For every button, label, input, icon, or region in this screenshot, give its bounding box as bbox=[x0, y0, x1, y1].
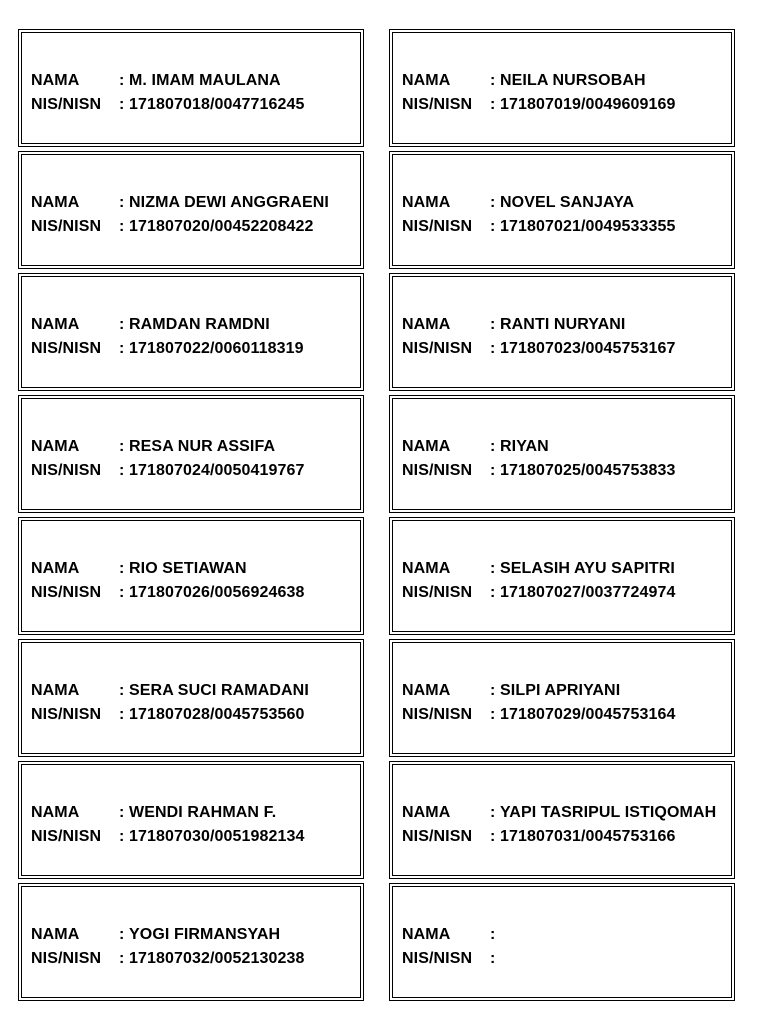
colon-separator: : bbox=[490, 682, 496, 699]
colon-separator: : bbox=[119, 316, 125, 333]
colon-separator: : bbox=[119, 194, 125, 211]
name-label-card bbox=[18, 639, 364, 757]
student-name-label: NAMA bbox=[402, 926, 451, 943]
student-name-value: YAPI TASRIPUL ISTIQOMAH bbox=[500, 804, 717, 821]
colon-separator: : bbox=[119, 72, 125, 89]
student-id-row bbox=[402, 828, 676, 846]
name-label-card bbox=[18, 761, 364, 879]
colon-separator: : bbox=[490, 926, 496, 943]
student-name-row bbox=[402, 560, 675, 578]
student-name-label: NAMA bbox=[402, 804, 451, 821]
student-name-row bbox=[402, 438, 549, 456]
student-name-label: NAMA bbox=[31, 926, 80, 943]
name-label-card bbox=[18, 517, 364, 635]
student-name-row bbox=[31, 560, 247, 578]
student-name-label: NAMA bbox=[402, 438, 451, 455]
name-label-card bbox=[18, 395, 364, 513]
student-name-label: NAMA bbox=[402, 682, 451, 699]
name-label-card bbox=[18, 29, 364, 147]
student-name-label: NAMA bbox=[402, 72, 451, 89]
name-label-card bbox=[18, 273, 364, 391]
student-id-label: NIS/NISN bbox=[31, 96, 102, 113]
student-name-value: RESA NUR ASSIFA bbox=[129, 438, 276, 455]
colon-separator: : bbox=[490, 804, 496, 821]
colon-separator: : bbox=[119, 682, 125, 699]
student-name-label: NAMA bbox=[402, 194, 451, 211]
colon-separator: : bbox=[490, 218, 496, 235]
student-id-value: 171807024/0050419767 bbox=[129, 462, 305, 479]
student-id-row bbox=[31, 462, 305, 480]
student-name-row bbox=[402, 804, 716, 822]
colon-separator: : bbox=[490, 584, 496, 601]
student-id-row bbox=[31, 950, 305, 968]
student-id-row bbox=[402, 218, 676, 236]
colon-separator: : bbox=[490, 72, 496, 89]
student-name-label: NAMA bbox=[31, 438, 80, 455]
colon-separator: : bbox=[119, 584, 125, 601]
student-name-value: RIO SETIAWAN bbox=[129, 560, 247, 577]
student-name-row bbox=[31, 194, 329, 212]
student-name-label: NAMA bbox=[31, 560, 80, 577]
colon-separator: : bbox=[490, 560, 496, 577]
student-name-row bbox=[31, 438, 275, 456]
student-id-label: NIS/NISN bbox=[402, 950, 473, 967]
colon-separator: : bbox=[490, 438, 496, 455]
student-id-value: 171807031/0045753166 bbox=[500, 828, 676, 845]
student-name-row bbox=[402, 316, 625, 334]
student-name-row bbox=[31, 316, 270, 334]
student-name-row bbox=[402, 926, 500, 944]
name-label-card bbox=[389, 29, 735, 147]
student-name-label: NAMA bbox=[31, 804, 80, 821]
student-name-label: NAMA bbox=[31, 194, 80, 211]
colon-separator: : bbox=[119, 438, 125, 455]
student-id-value: 171807025/0045753833 bbox=[500, 462, 676, 479]
colon-separator: : bbox=[119, 950, 125, 967]
student-id-row bbox=[31, 96, 305, 114]
student-id-row bbox=[402, 462, 676, 480]
name-label-card bbox=[389, 273, 735, 391]
student-name-value: SILPI APRIYANI bbox=[500, 682, 621, 699]
student-name-value: YOGI FIRMANSYAH bbox=[129, 926, 281, 943]
student-id-label: NIS/NISN bbox=[31, 462, 102, 479]
colon-separator: : bbox=[490, 462, 496, 479]
colon-separator: : bbox=[119, 706, 125, 723]
colon-separator: : bbox=[490, 340, 496, 357]
student-name-label: NAMA bbox=[31, 72, 80, 89]
colon-separator: : bbox=[490, 194, 496, 211]
name-label-card bbox=[389, 517, 735, 635]
student-id-row bbox=[31, 584, 305, 602]
colon-separator: : bbox=[119, 560, 125, 577]
student-id-label: NIS/NISN bbox=[402, 340, 473, 357]
colon-separator: : bbox=[490, 828, 496, 845]
student-name-value: SELASIH AYU SAPITRI bbox=[500, 560, 675, 577]
name-label-card bbox=[18, 883, 364, 1001]
student-id-value: 171807032/0052130238 bbox=[129, 950, 305, 967]
name-label-card bbox=[389, 639, 735, 757]
student-id-label: NIS/NISN bbox=[31, 218, 102, 235]
colon-separator: : bbox=[119, 340, 125, 357]
student-name-row bbox=[31, 804, 276, 822]
student-id-label: NIS/NISN bbox=[402, 218, 473, 235]
student-name-value: NEILA NURSOBAH bbox=[500, 72, 646, 89]
student-id-row bbox=[402, 584, 676, 602]
student-id-value: 171807030/0051982134 bbox=[129, 828, 305, 845]
colon-separator: : bbox=[490, 706, 496, 723]
student-id-row bbox=[402, 706, 676, 724]
colon-separator: : bbox=[119, 462, 125, 479]
colon-separator: : bbox=[119, 218, 125, 235]
student-name-value: RAMDAN RAMDNI bbox=[129, 316, 270, 333]
student-id-value: 171807023/0045753167 bbox=[500, 340, 676, 357]
colon-separator: : bbox=[119, 828, 125, 845]
colon-separator: : bbox=[490, 316, 496, 333]
student-id-value: 171807022/0060118319 bbox=[129, 340, 304, 357]
student-id-value: 171807026/0056924638 bbox=[129, 584, 305, 601]
student-id-value: 171807020/00452208422 bbox=[129, 218, 314, 235]
name-label-card bbox=[389, 151, 735, 269]
student-id-value: 171807027/0037724974 bbox=[500, 584, 676, 601]
student-id-value: 171807019/0049609169 bbox=[500, 96, 676, 113]
student-name-value: RIYAN bbox=[500, 438, 549, 455]
name-label-card bbox=[389, 761, 735, 879]
student-name-label: NAMA bbox=[402, 316, 451, 333]
colon-separator: : bbox=[119, 926, 125, 943]
name-label-card bbox=[389, 395, 735, 513]
student-name-value: NIZMA DEWI ANGGRAENI bbox=[129, 194, 329, 211]
student-id-row bbox=[31, 340, 304, 358]
colon-separator: : bbox=[119, 96, 125, 113]
student-id-row bbox=[402, 950, 500, 968]
student-id-label: NIS/NISN bbox=[402, 584, 473, 601]
student-id-label: NIS/NISN bbox=[31, 828, 102, 845]
student-id-row bbox=[31, 828, 305, 846]
student-id-value: 171807029/0045753164 bbox=[500, 706, 676, 723]
colon-separator: : bbox=[119, 804, 125, 821]
student-id-row bbox=[31, 706, 305, 724]
student-name-label: NAMA bbox=[31, 316, 80, 333]
colon-separator: : bbox=[490, 950, 496, 967]
student-id-label: NIS/NISN bbox=[402, 706, 473, 723]
student-id-label: NIS/NISN bbox=[402, 828, 473, 845]
student-id-label: NIS/NISN bbox=[31, 706, 102, 723]
student-name-value: SERA SUCI RAMADANI bbox=[129, 682, 309, 699]
name-label-card bbox=[389, 883, 735, 1001]
student-name-value: RANTI NURYANI bbox=[500, 316, 626, 333]
student-id-row bbox=[31, 218, 314, 236]
name-label-card bbox=[18, 151, 364, 269]
student-name-value: M. IMAM MAULANA bbox=[129, 72, 281, 89]
student-id-value: 171807021/0049533355 bbox=[500, 218, 676, 235]
student-name-row bbox=[402, 682, 620, 700]
colon-separator: : bbox=[490, 96, 496, 113]
student-id-value: 171807028/0045753560 bbox=[129, 706, 305, 723]
student-name-row bbox=[31, 72, 281, 90]
student-name-value: NOVEL SANJAYA bbox=[500, 194, 635, 211]
student-name-label: NAMA bbox=[402, 560, 451, 577]
student-id-label: NIS/NISN bbox=[31, 950, 102, 967]
student-id-label: NIS/NISN bbox=[402, 462, 473, 479]
student-name-row bbox=[31, 926, 280, 944]
student-id-label: NIS/NISN bbox=[31, 340, 102, 357]
student-name-label: NAMA bbox=[31, 682, 80, 699]
student-name-row bbox=[402, 72, 646, 90]
student-id-label: NIS/NISN bbox=[31, 584, 102, 601]
student-name-row bbox=[31, 682, 309, 700]
student-id-value: 171807018/0047716245 bbox=[129, 96, 305, 113]
student-id-row bbox=[402, 96, 676, 114]
student-name-row bbox=[402, 194, 634, 212]
student-id-row bbox=[402, 340, 676, 358]
student-name-value: WENDI RAHMAN F. bbox=[129, 804, 277, 821]
student-id-label: NIS/NISN bbox=[402, 96, 473, 113]
